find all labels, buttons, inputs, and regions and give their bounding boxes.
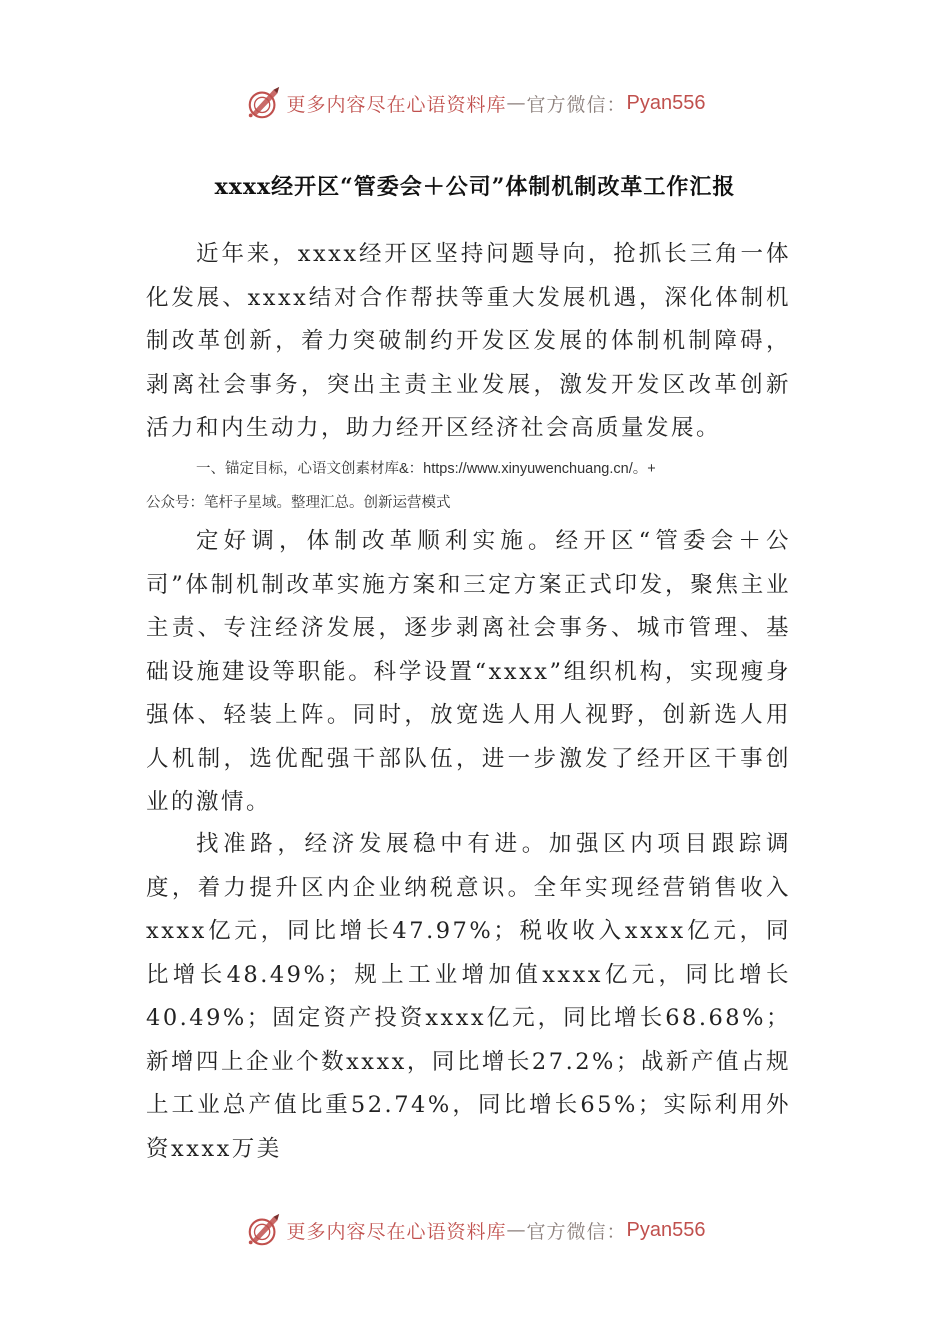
section-note-line-2: 公众号：笔杆子星域。整理汇总。创新运营模式 xyxy=(146,495,451,511)
pen-logo-icon xyxy=(245,84,283,122)
banner-official-label: 官方微信： xyxy=(526,1220,627,1243)
banner-wechat-id: Pyan556 xyxy=(626,1218,706,1241)
paragraph-path: 找准路，经济发展稳中有进。加强区内项目跟踪调度，着力提升区内企业纳税意识。全年实现经营销售收入xxxx亿元，同比增长47.97%；税收收入xxxx亿元，同比增长48.49%；规上工业增加值xxxx亿元，同比增长40.49%；固定资产投资xxxx亿元，同比增长68.68%；新增四上企业个数xxxx，同比增长27.2%；战新产值占规上工业总产值比重52.74%，同比增长65%；实际利用外资xxxx万美 xyxy=(146,831,791,1162)
pen-logo-icon xyxy=(245,1211,283,1249)
banner-wechat-id: Pyan556 xyxy=(626,91,706,114)
section-note xyxy=(146,452,806,520)
banner-dash: — xyxy=(506,1219,527,1241)
banner-dash: — xyxy=(506,92,527,114)
paragraph-intro: 近年来，xxxx经开区坚持问题导向，抢抓长三角一体化发展、xxxx结对合作帮扶等重大发展机遇，深化体制机制改革创新，着力突破制约开发区发展的体制机制障碍，剥离社会事务，突出主责主业发展，激发开发区改革创新活力和内生动力，助力经开区经济社会高质量发展。 xyxy=(146,241,791,441)
banner-brand-text: 更多内容尽在心语资料库 xyxy=(286,93,507,116)
paragraph-tone: 定好调，体制改革顺利实施。经开区“管委会＋公司”体制机制改革实施方案和三定方案正式印发，聚焦主业主责、专注经济发展，逐步剥离社会事务、城市管理、基础设施建设等职能。科学设置“xxxx”组织机构，实现瘦身强体、轻装上阵。同时，放宽选人用人视野，创新选人用人机制，选优配强干部队伍，进一步激发了经开区干事创业的激情。 xyxy=(146,528,791,815)
header-banner xyxy=(0,84,950,122)
banner-brand-text: 更多内容尽在心语资料库 xyxy=(286,1220,507,1243)
footer-banner xyxy=(0,1211,950,1249)
document-title: xxxx经开区“管委会＋公司”体制机制改革工作汇报 xyxy=(214,174,736,200)
section-note-line-1: 一、锚定目标，心语文创素材库&：https://www.xinyuwenchuang.cn/。+ xyxy=(196,461,656,477)
banner-official-label: 官方微信： xyxy=(526,93,627,116)
